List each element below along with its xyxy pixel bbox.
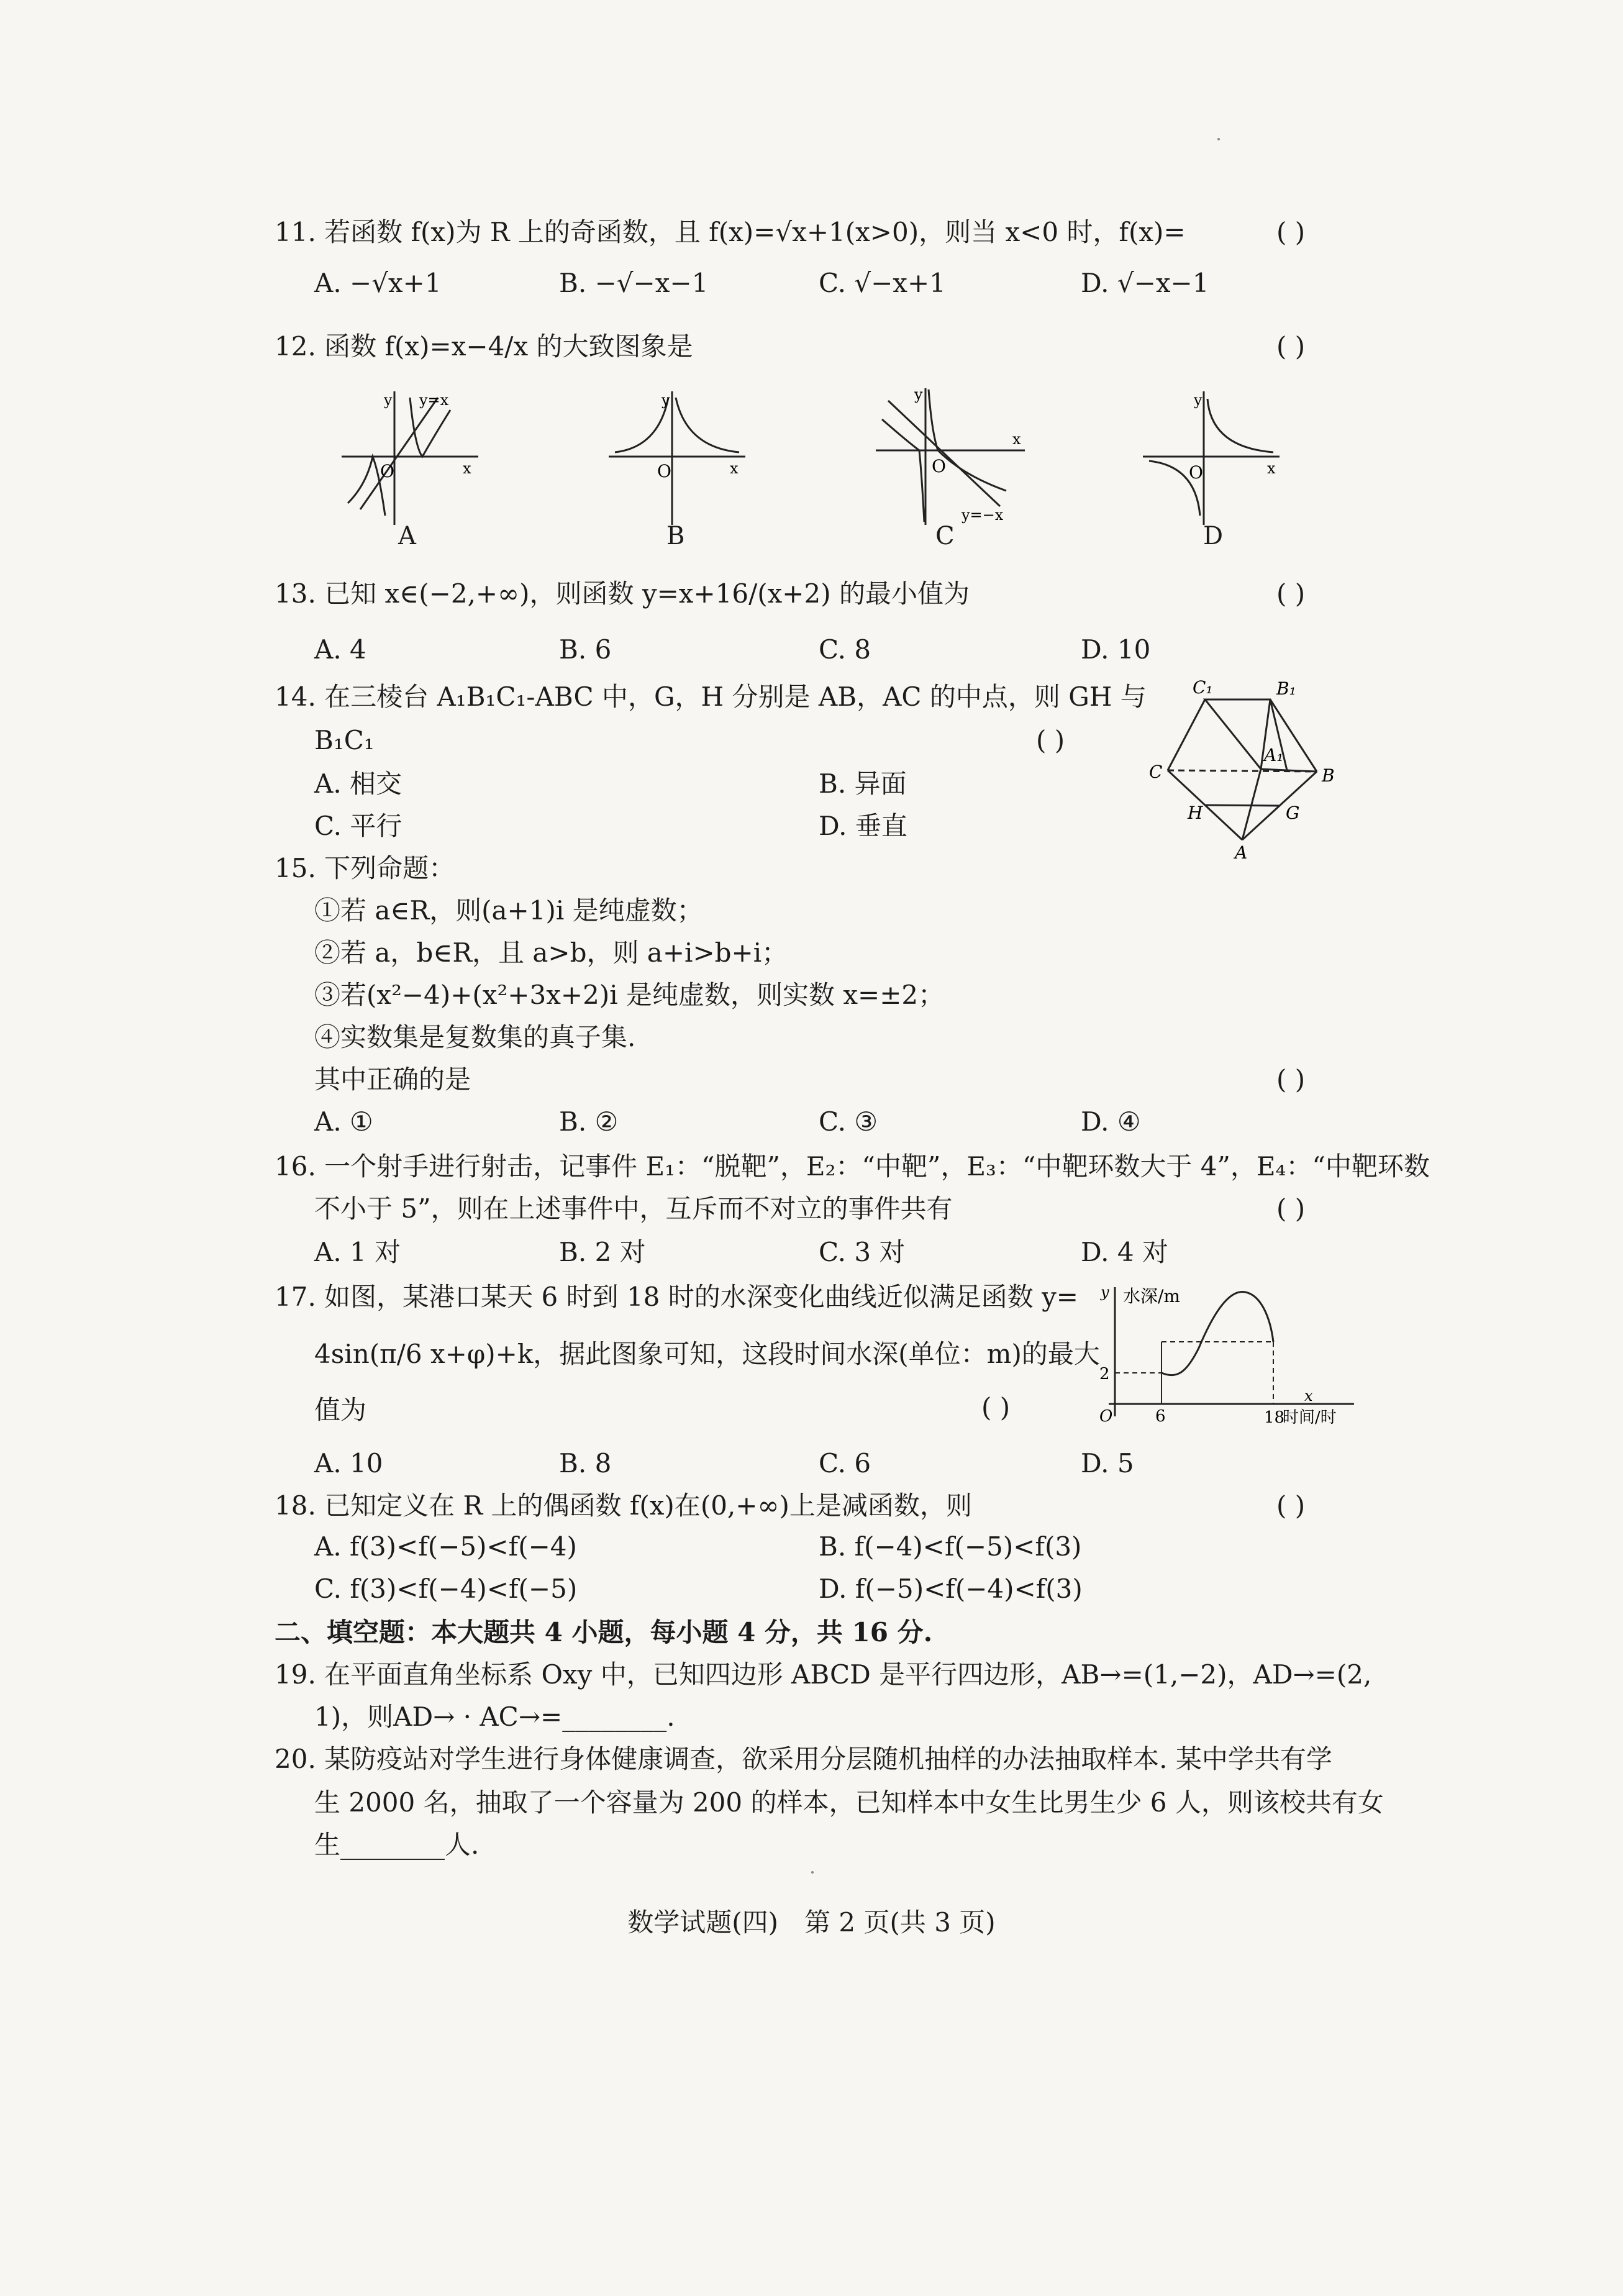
q18-answer-paren: ( ) [1276, 1490, 1306, 1521]
q15-item-2: ②若 a，b∈R，且 a>b，则 a+i>b+i； [314, 937, 788, 968]
q17-answer-paren: ( ) [981, 1392, 1011, 1423]
q14-option-b: B. 异面 [819, 768, 907, 799]
q14-label-a1: A₁ [1264, 745, 1284, 765]
q17-tick-18: 18 [1264, 1408, 1285, 1427]
q14-label-c1: C₁ [1193, 677, 1213, 698]
q12-c-x-label: x [1012, 430, 1021, 448]
q16-answer-paren: ( ) [1276, 1193, 1306, 1224]
q13-stem: 13. 已知 x∈(−2,+∞)，则函数 y=x+16/(x+2) 的最小值为 [275, 578, 970, 609]
q12-answer-paren: ( ) [1276, 331, 1306, 362]
q17-x-axis-label: 时间/时 [1283, 1408, 1337, 1427]
q16-option-b: B. 2 对 [559, 1237, 646, 1267]
q18-stem: 18. 已知定义在 R 上的偶函数 f(x)在(0,+∞)上是减函数，则 [275, 1490, 972, 1521]
q12-b-y-label: y [661, 391, 670, 409]
q15-answer-paren: ( ) [1276, 1064, 1306, 1095]
q19-line1: 19. 在平面直角坐标系 Oxy 中，已知四边形 ABCD 是平行四边形，AB→=(1,−2)，AD→=(2, [275, 1659, 1372, 1690]
q16-option-c: C. 3 对 [819, 1237, 906, 1267]
q12-c-y-label: y [914, 386, 923, 403]
q15-option-d: D. ④ [1081, 1106, 1141, 1137]
q20-line2: 生 2000 名，抽取了一个容量为 200 的样本，已知样本中女生比男生少 6 人，则该校共有女 [314, 1787, 1384, 1818]
q11-stem: 11. 若函数 f(x)为 R 上的奇函数，且 f(x)=√x+1(x>0)，则当 x<0 时，f(x)= [275, 217, 1186, 247]
q17-y-axis-letter: y [1101, 1283, 1109, 1301]
q14-stem-line1: 14. 在三棱台 A₁B₁C₁-ABC 中，G，H 分别是 AB，AC 的中点，则 GH 与 [275, 681, 1147, 712]
q14-option-a: A. 相交 [314, 768, 402, 799]
q15-item-3: ③若(x²−4)+(x²+3x+2)i 是纯虚数，则实数 x=±2； [314, 980, 945, 1010]
q14-label-b1: B₁ [1276, 678, 1296, 699]
q17-x-axis-letter: x [1304, 1387, 1313, 1405]
scan-speck [1217, 138, 1220, 140]
q12-graph-b [602, 385, 752, 528]
q12-graph-d-label: D [1203, 522, 1224, 550]
page-footer: 数学试题(四) 第 2 页(共 3 页) [627, 1907, 996, 1938]
q15-item-4: ④实数集是复数集的真子集. [314, 1022, 636, 1052]
q12-d-y-label: y [1194, 391, 1202, 409]
q14-label-b: B [1322, 765, 1335, 786]
q12-b-x-label: x [730, 460, 739, 477]
q12-graph-d [1137, 385, 1286, 528]
q17-option-a: A. 10 [314, 1448, 383, 1478]
q14-stem-line2: B₁C₁ [314, 725, 375, 755]
q12-d-x-label: x [1267, 460, 1276, 477]
q11-option-c: C. √−x+1 [819, 268, 946, 298]
q12-graph-a [335, 385, 484, 528]
q17-option-c: C. 6 [819, 1448, 871, 1478]
q11-option-a: A. −√x+1 [314, 268, 442, 298]
q13-option-c: C. 8 [819, 634, 871, 665]
q13-answer-paren: ( ) [1276, 578, 1306, 609]
q12-graph-c-label: C [935, 522, 955, 550]
q18-option-c: C. f(3)<f(−4)<f(−5) [314, 1574, 578, 1604]
q12-c-origin: O [932, 456, 946, 476]
q14-answer-paren: ( ) [1036, 725, 1065, 755]
q16-stem-line1: 16. 一个射手进行射击，记事件 E₁：“脱靶”，E₂：“中靶”，E₃：“中靶环数大于 4”，E₄：“中靶环数 [275, 1151, 1430, 1182]
q18-option-b: B. f(−4)<f(−5)<f(3) [819, 1531, 1082, 1562]
q12-graph-b-label: B [666, 522, 685, 550]
q20-line1: 20. 某防疫站对学生进行身体健康调查，欲采用分层随机抽样的办法抽取样本. 某中学共有学 [275, 1744, 1332, 1774]
q12-d-origin: O [1189, 462, 1203, 483]
q13-option-a: A. 4 [314, 634, 366, 665]
q17-stem-line3: 值为 [314, 1395, 367, 1425]
q12-graph-c [870, 382, 1031, 531]
q17-tick-6: 6 [1155, 1407, 1166, 1426]
q15-ask: 其中正确的是 [314, 1064, 471, 1095]
q16-option-d: D. 4 对 [1081, 1237, 1168, 1267]
q17-origin: O [1099, 1407, 1113, 1426]
q17-option-d: D. 5 [1081, 1448, 1134, 1478]
q16-stem-line2: 不小于 5”，则在上述事件中，互斥而不对立的事件共有 [314, 1193, 953, 1224]
q12-b-origin: O [657, 461, 671, 481]
q11-answer-paren: ( ) [1276, 217, 1306, 247]
q16-option-a: A. 1 对 [314, 1237, 401, 1267]
q17-stem-line2: 4sin(π/6 x+φ)+k，据此图象可知，这段时间水深(单位：m)的最大 [314, 1339, 1100, 1369]
q12-a-y-label: y [384, 391, 393, 409]
q12-c-line-label: y=−x [962, 506, 1004, 524]
q17-tick-2: 2 [1099, 1365, 1110, 1383]
q14-label-c: C [1149, 762, 1163, 782]
q17-stem-line1: 17. 如图，某港口某天 6 时到 18 时的水深变化曲线近似满足函数 y= [275, 1282, 1078, 1312]
q15-option-a: A. ① [314, 1106, 373, 1137]
q12-a-origin: O [380, 461, 394, 481]
q15-stem: 15. 下列命题： [275, 853, 455, 883]
q14-frustum-figure [1137, 677, 1360, 863]
q14-label-a: A [1235, 842, 1248, 863]
q17-option-b: B. 8 [559, 1448, 612, 1478]
section-fill-in-blank-header: 二、填空题：本大题共 4 小题，每小题 4 分，共 16 分. [275, 1617, 933, 1647]
q11-option-d: D. √−x−1 [1081, 268, 1209, 298]
q20-line3: 生________人. [314, 1829, 480, 1860]
q14-label-h: H [1188, 803, 1203, 823]
q17-depth-graph [1093, 1280, 1366, 1429]
q12-a-x-label: x [463, 460, 471, 477]
q18-option-d: D. f(−5)<f(−4)<f(3) [819, 1574, 1083, 1604]
q14-label-g: G [1286, 803, 1300, 823]
q14-option-d: D. 垂直 [819, 811, 907, 841]
scan-speck [811, 1871, 814, 1874]
q15-option-c: C. ③ [819, 1106, 878, 1137]
q15-option-b: B. ② [559, 1106, 619, 1137]
q14-option-c: C. 平行 [314, 811, 402, 841]
q12-stem: 12. 函数 f(x)=x−4/x 的大致图象是 [275, 331, 693, 362]
q19-line2: 1)，则AD→ · AC→=________. [314, 1702, 675, 1732]
q15-item-1: ①若 a∈R，则(a+1)i 是纯虚数； [314, 895, 703, 926]
q18-option-a: A. f(3)<f(−5)<f(−4) [314, 1531, 577, 1562]
q17-y-axis-label: 水深/m [1123, 1286, 1180, 1306]
q12-a-line-label: y=x [419, 391, 449, 409]
q11-option-b: B. −√−x−1 [559, 268, 709, 298]
q13-option-b: B. 6 [559, 634, 612, 665]
q13-option-d: D. 10 [1081, 634, 1151, 665]
q12-graph-a-label: A [398, 522, 416, 550]
